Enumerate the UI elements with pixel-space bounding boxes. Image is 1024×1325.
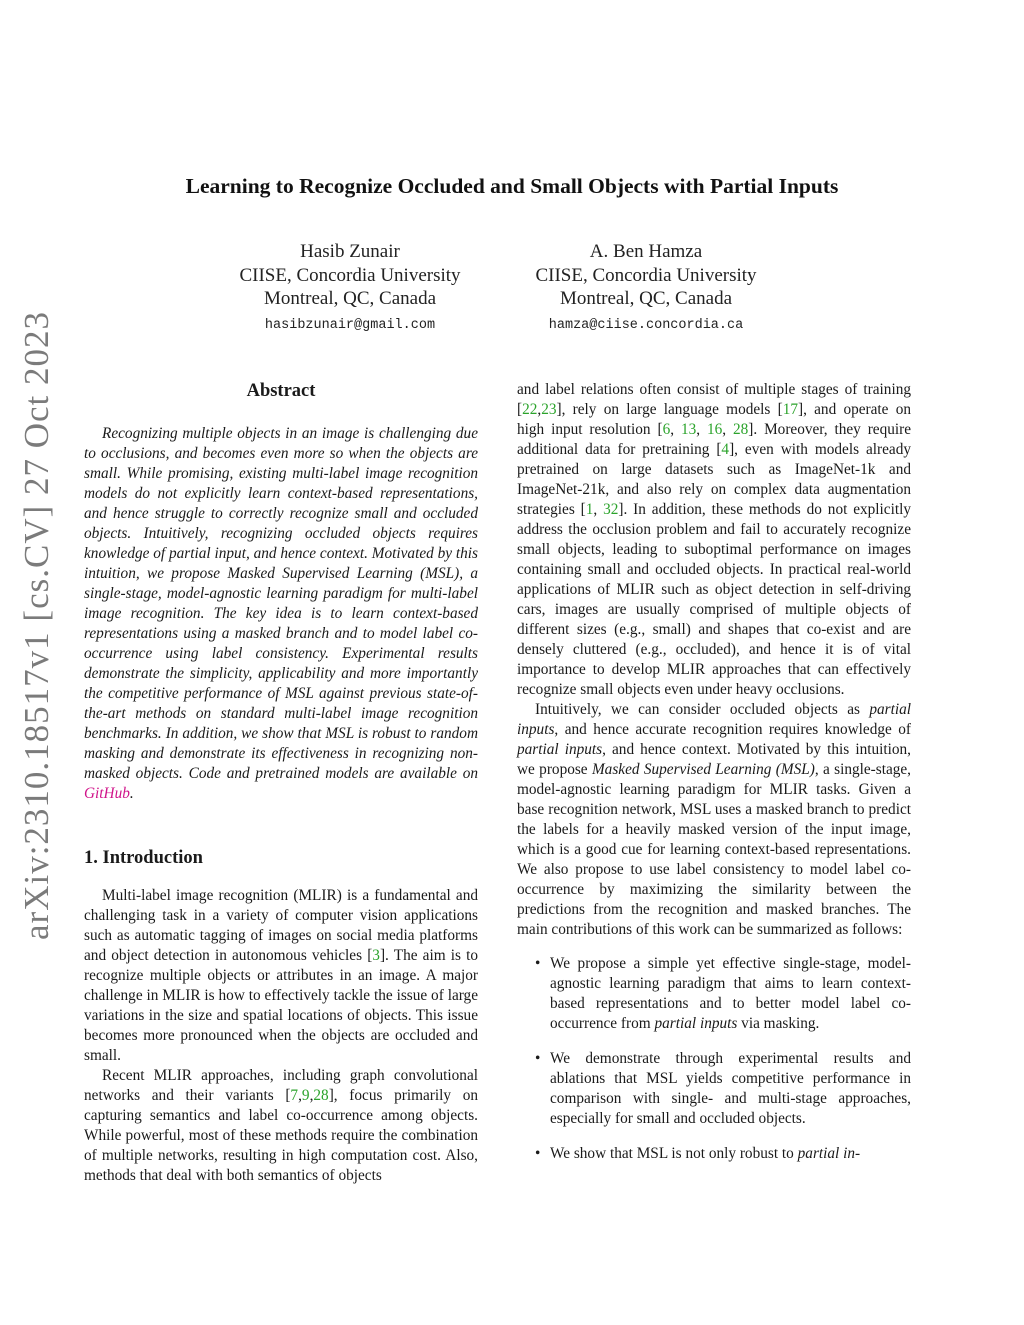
text-run: Intuitively, we can consider occluded objects as <box>535 701 870 718</box>
author-affiliation: CIISE, Concordia University <box>239 264 461 286</box>
citation-link[interactable]: 28 <box>313 1087 329 1104</box>
author-block-1 <box>200 240 500 336</box>
text-run: Recent MLIR approaches, including graph convolutional networks and their variants [ <box>84 1067 478 1104</box>
author-affiliation: CIISE, Concordia University <box>535 264 757 286</box>
citation-link[interactable]: 16 <box>706 421 723 438</box>
citation-link[interactable]: 7 <box>290 1087 299 1104</box>
text-run: We propose a simple yet effective single-stage, model-agnostic learning paradigm that aims to learn context-based representations and to better model label co-occurrence from <box>550 955 911 1032</box>
text-run: , <box>670 421 681 438</box>
text-run: , <box>309 1087 314 1104</box>
text-run: We demonstrate through experimental results and ablations that MSL yields competitive performance in comparison with single- and multi-stage approaches, especially for small and occluded objects. <box>550 1050 911 1127</box>
citation-link[interactable]: 32 <box>603 501 619 518</box>
text-run: ]. The aim is to recognize multiple objects or attributes in an image. A major challenge in MLIR is how to effectively tackle the issue of large variations in the size and spatial locations of objects. This issue becomes more pronounced when the objects are occluded and small. <box>84 947 478 1064</box>
intro-paragraph-1 <box>84 886 478 1066</box>
bullet-icon: • <box>535 1145 541 1162</box>
citation-link[interactable]: 17 <box>782 401 798 418</box>
author-location: Montreal, QC, Canada <box>263 288 436 309</box>
list-item <box>517 1049 911 1129</box>
text-run: , <box>537 401 542 418</box>
text-run: We show that MSL is not only robust to <box>550 1145 798 1162</box>
citation-link[interactable]: 9 <box>301 1087 310 1104</box>
text-run: , and hence context. Motivated by this intuition, we propose <box>517 741 911 778</box>
text-run: Multi-label image recognition (MLIR) is a fundamental and challenging task in a variety of computer vision applications such as automatic tagging of images on social media platforms and object detection in autonomous vehicles [ <box>84 887 478 964</box>
italic-run: partial inputs <box>517 741 603 758</box>
abstract-text <box>84 424 478 804</box>
citation-link[interactable]: 23 <box>541 401 557 418</box>
right-column <box>517 380 911 1179</box>
citation-link[interactable]: 4 <box>721 441 730 458</box>
text-run: , and hence accurate recognition requires knowledge of <box>554 721 911 738</box>
list-item <box>517 1144 911 1164</box>
contributions-list <box>517 954 911 1164</box>
italic-run: partial inputs <box>517 701 911 738</box>
text-run: , <box>593 501 604 518</box>
author-name: A. Ben Hamza <box>589 241 703 262</box>
abstract-heading: Abstract <box>246 381 316 401</box>
text-run: ]. In addition, these methods do not explicitly address the occlusion problem and fail to accurately recognize small objects, leading to suboptimal performance on images containing small and occluded objects. In practical real-world applications of MLIR such as object detection in self-driving cars, images are usually comprised of multiple objects of different sizes (e.g., small) and shapes that co-exist and are densely cluttered (e.g., occluded), and hence it is of vital importance to develop MLIR approaches that can effectively recognize small objects even under heavy occlusions. <box>517 501 911 698</box>
left-column <box>84 380 478 1186</box>
intro-paragraph-3 <box>517 380 911 700</box>
paper-title: Learning to Recognize Occluded and Small Objects with Partial Inputs <box>185 174 839 198</box>
text-run: ], focus primarily on capturing semantics and label co-occurrence among objects. While powerful, most of these methods require the combination of multiple networks, resulting in high computation cost. Also, methods that deal with both semantics of objects <box>84 1087 478 1184</box>
abstract-body: Recognizing multiple objects in an image is challenging due to occlusions, and becomes even more so when the objects are small. While promising, existing multi-label image recognition models do not explicitly learn context-based representations, and hence struggle to correctly recognize small and occluded objects. Intuitively, recognizing occluded objects requires knowledge of partial input, and hence context. Motivated by this intuition, we propose Masked Supervised Learning (MSL), a single-stage, model-agnostic learning paradigm for multi-label image recognition. The key idea is to learn context-based representations using a masked branch and to model label co-occurrence using label consistency. Experimental results demonstrate the simplicity, applicability and more importantly the competitive performance of MSL against previous state-of-the-art methods on standard multi-label image recognition benchmarks. In addition, we show that MSL is robust to random masking and demonstrate its effectiveness in recognizing non-masked objects. Code and pretrained models are available on <box>84 425 478 782</box>
list-item <box>517 954 911 1034</box>
citation-link[interactable]: 1 <box>585 501 594 518</box>
italic-run: partial in- <box>797 1145 861 1162</box>
text-run: , <box>696 421 707 438</box>
author-email[interactable]: hamza@ciise.concordia.ca <box>548 317 744 333</box>
author-block-2 <box>496 240 796 336</box>
text-run: ], even with models already pretrained on large datasets such as ImageNet-1k and ImageNet-21k, and also rely on complex data augmentation strategies [ <box>517 441 911 518</box>
github-link[interactable]: GitHub <box>84 785 130 802</box>
italic-run: Masked Supervised Learning (MSL) <box>591 761 815 778</box>
intro-paragraph-4 <box>517 700 911 940</box>
citation-link[interactable]: 13 <box>680 421 697 438</box>
text-run: ], rely on large language models [ <box>556 401 783 418</box>
citation-link[interactable]: 6 <box>662 421 671 438</box>
italic-run: partial inputs <box>654 1015 738 1032</box>
author-email[interactable]: hasibzunair@gmail.com <box>264 317 436 333</box>
citation-link[interactable]: 22 <box>522 401 538 418</box>
author-name: Hasib Zunair <box>300 241 400 262</box>
arxiv-identifier: arXiv:2310.18517v1 [cs.CV] 27 Oct 2023 <box>17 310 56 940</box>
text-run: , <box>298 1087 302 1104</box>
text-run: and label relations often consist of multiple stages of training [ <box>517 381 911 418</box>
bullet-icon: • <box>535 955 541 972</box>
author-location: Montreal, QC, Canada <box>559 288 732 309</box>
text-run: ], and operate on high input resolution [ <box>517 401 911 438</box>
abstract-end: . <box>129 785 134 802</box>
text-run: , <box>722 421 733 438</box>
citation-link[interactable]: 28 <box>732 421 749 438</box>
text-run: ]. Moreover, they require additional data for pretraining [ <box>517 421 912 458</box>
bullet-icon: • <box>535 1050 541 1067</box>
intro-paragraph-2 <box>84 1066 478 1186</box>
intro-heading: 1. Introduction <box>84 848 203 868</box>
citation-link[interactable]: 3 <box>372 947 380 964</box>
text-run: via masking. <box>737 1015 820 1032</box>
text-run: , a single-stage, model-agnostic learning paradigm for MLIR tasks. Given a base recognition network, MSL uses a masked branch to predict the labels for a heavily masked version of the input image, which is a good cue for learning context-based representations. We also propose to use label consistency to model label co-occurrence by maximizing the similarity between the predictions from the recognition and masked branches. The main contributions of this work can be summarized as follows: <box>517 761 912 938</box>
